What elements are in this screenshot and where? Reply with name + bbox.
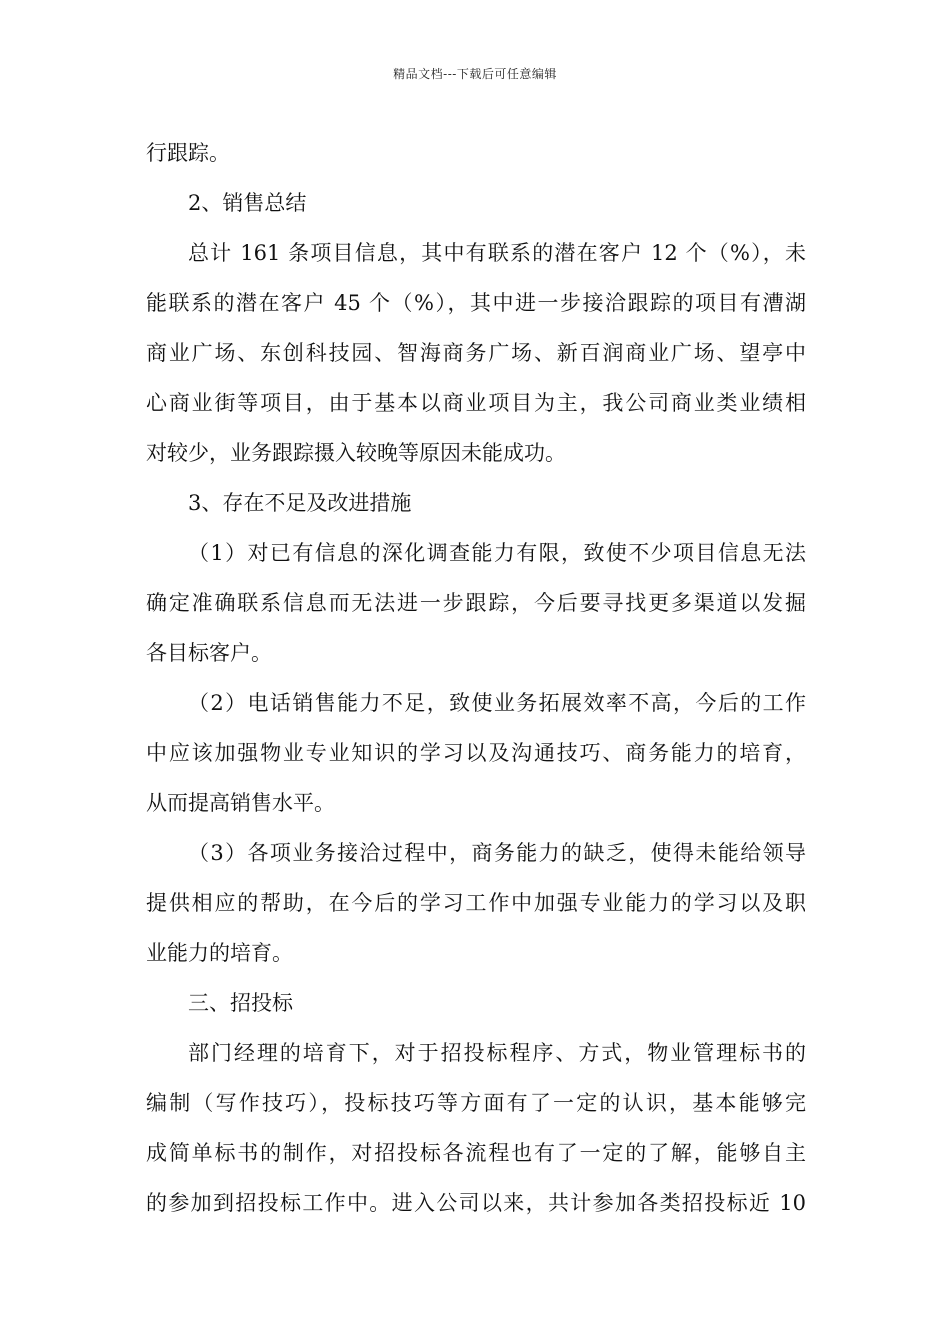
paragraph-line: （3）各项业务接洽过程中，商务能力的缺乏，使得未能给领导 xyxy=(188,841,806,865)
paragraph-line: 商业广场、东创科技园、智海商务广场、新百润商业广场、望亭中 xyxy=(146,341,806,365)
paragraph-line: 对较少，业务跟踪摄入较晚等原因未能成功。 xyxy=(146,441,566,465)
paragraph-line: 的参加到招投标工作中。进入公司以来，共计参加各类招投标近 10 xyxy=(146,1191,806,1215)
paragraph-line: （2）电话销售能力不足，致使业务拓展效率不高，今后的工作 xyxy=(188,691,806,715)
paragraph-line: 能联系的潜在客户 45 个（%），其中进一步接洽跟踪的项目有漕湖 xyxy=(146,291,806,315)
section-heading-shortcomings: 3、存在不足及改进措施 xyxy=(188,491,412,515)
paragraph-line: 确定准确联系信息而无法进一步跟踪，今后要寻找更多渠道以发掘 xyxy=(146,591,806,615)
page-header: 精品文档---下载后可任意编辑 xyxy=(393,67,557,81)
paragraph-line: （1）对已有信息的深化调查能力有限，致使不少项目信息无法 xyxy=(188,541,806,565)
paragraph-line: 从而提高销售水平。 xyxy=(146,791,335,815)
paragraph-line: 业能力的培育。 xyxy=(146,941,293,965)
paragraph-line: 成简单标书的制作，对招投标各流程也有了一定的了解，能够自主 xyxy=(146,1141,806,1165)
paragraph-line: 各目标客户。 xyxy=(146,641,272,665)
section-heading-sales-summary: 2、销售总结 xyxy=(188,191,307,215)
paragraph-continuation-line: 行跟踪。 xyxy=(146,141,230,165)
document-body xyxy=(146,128,806,1228)
section-heading-bidding: 三、招投标 xyxy=(188,991,293,1015)
paragraph-line: 中应该加强物业专业知识的学习以及沟通技巧、商务能力的培育， xyxy=(146,741,806,765)
paragraph-line: 部门经理的培育下，对于招投标程序、方式，物业管理标书的 xyxy=(188,1041,806,1065)
paragraph-line: 心商业街等项目，由于基本以商业项目为主，我公司商业类业绩相 xyxy=(146,391,806,415)
paragraph-line: 编制（写作技巧），投标技巧等方面有了一定的认识，基本能够完 xyxy=(146,1091,806,1115)
paragraph-line: 总计 161 条项目信息，其中有联系的潜在客户 12 个（%），未 xyxy=(188,241,806,265)
paragraph-line: 提供相应的帮助，在今后的学习工作中加强专业能力的学习以及职 xyxy=(146,891,806,915)
